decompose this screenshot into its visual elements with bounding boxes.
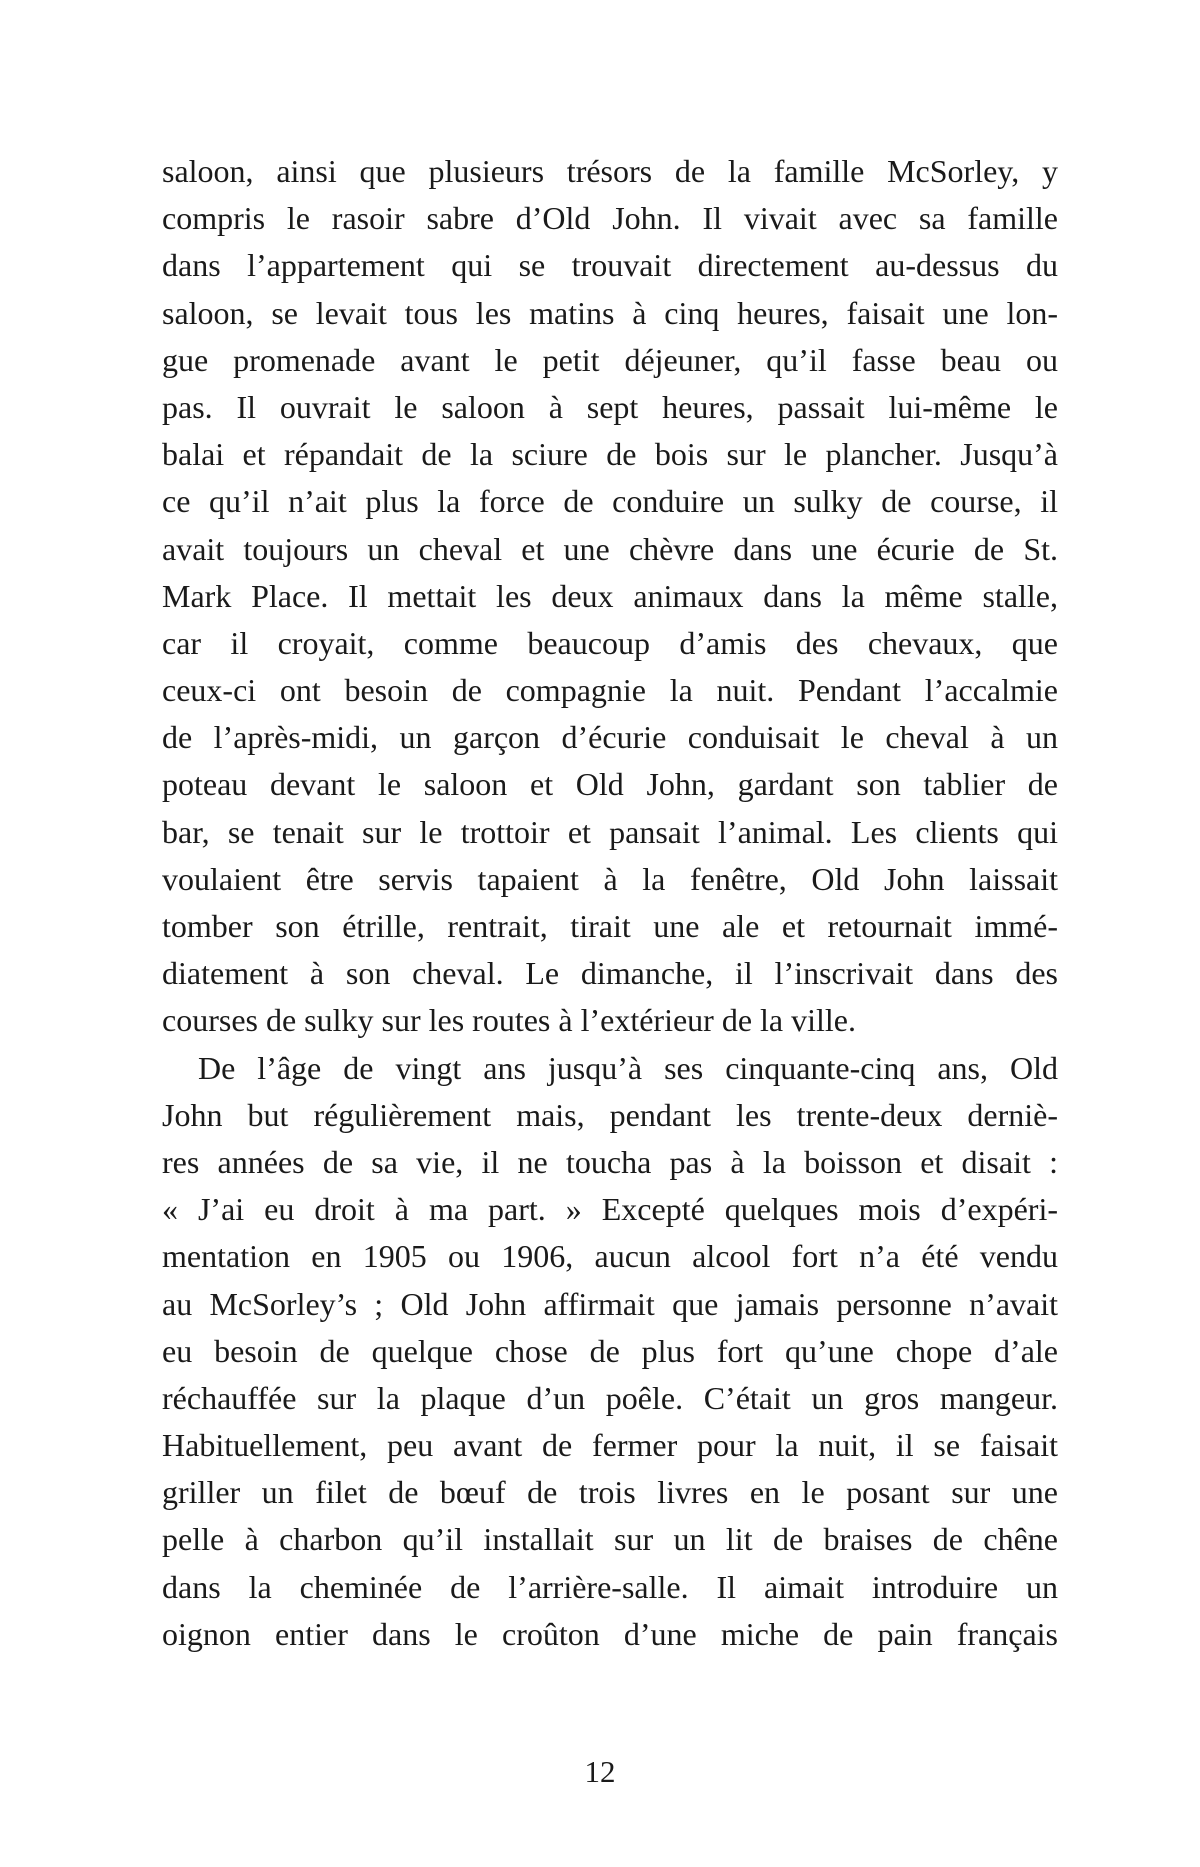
text-line: tomber son étrille, rentrait, tirait une ale et retournait immé-	[162, 908, 1058, 944]
text-line: Habituellement, peu avant de fermer pour la nuit, il se faisait	[162, 1427, 1058, 1464]
text-line: gue promenade avant le petit déjeuner, qu’il fasse beau ou	[162, 341, 1058, 378]
text-line: oignon entier dans le croûton d’une miche de pain français	[162, 1615, 1058, 1652]
text-line: griller un filet de bœuf de trois livres en le posant sur une	[162, 1474, 1058, 1511]
text-line: car il croyait, comme beaucoup d’amis des chevaux, que	[162, 624, 1058, 661]
text-line: réchauffée sur la plaque d’un poêle. C’était un gros mangeur.	[162, 1379, 1058, 1416]
text-line: compris le rasoir sabre d’Old John. Il vivait avec sa famille	[162, 200, 1058, 237]
text-line: de l’après-midi, un garçon d’écurie conduisait le cheval à un	[162, 719, 1058, 756]
text-line: mentation en 1905 ou 1906, aucun alcool fort n’a été vendu	[162, 1238, 1058, 1275]
text-line: « J’ai eu droit à ma part. » Excepté quelques mois d’expéri-	[162, 1191, 1058, 1228]
text-line: saloon, se levait tous les matins à cinq heures, faisait une lon-	[162, 294, 1058, 331]
text-line: balai et répandait de la sciure de bois sur le plancher. Jusqu’à	[162, 436, 1058, 473]
text-line: ce qu’il n’ait plus la force de conduire un sulky de course, il	[162, 483, 1058, 520]
text-line: dans la cheminée de l’arrière-salle. Il aimait introduire un	[162, 1568, 1058, 1605]
text-line: John but régulièrement mais, pendant les trente-deux derniè-	[162, 1096, 1058, 1133]
text-line: bar, se tenait sur le trottoir et pansait l’animal. Les clients qui	[162, 813, 1058, 850]
text-line: avait toujours un cheval et une chèvre dans une écurie de St.	[162, 530, 1058, 567]
text-line: eu besoin de quelque chose de plus fort qu’une chope d’ale	[162, 1332, 1058, 1369]
paragraph-1	[162, 148, 1058, 1045]
text-line: pelle à charbon qu’il installait sur un lit de braises de chêne	[162, 1521, 1058, 1558]
text-line: res années de sa vie, il ne toucha pas à la boisson et disait :	[162, 1143, 1058, 1180]
text-line: courses de sulky sur les routes à l’extérieur de la ville.	[162, 1002, 856, 1039]
text-line: saloon, ainsi que plusieurs trésors de la famille McSorley, y	[162, 153, 1058, 189]
text-line: Mark Place. Il mettait les deux animaux dans la même stalle,	[162, 577, 1058, 614]
text-line: De l’âge de vingt ans jusqu’à ses cinquante-cinq ans, Old	[198, 1049, 1058, 1086]
text-line: dans l’appartement qui se trouvait directement au-dessus du	[162, 247, 1058, 284]
body-text	[162, 148, 1058, 1658]
text-line: voulaient être servis tapaient à la fenêtre, Old John laissait	[162, 860, 1058, 897]
text-line: pas. Il ouvrait le saloon à sept heures, passait lui-même le	[162, 388, 1058, 425]
text-line: ceux-ci ont besoin de compagnie la nuit. Pendant l’accalmie	[162, 672, 1058, 709]
text-line: au McSorley’s ; Old John affirmait que jamais personne n’avait	[162, 1285, 1058, 1322]
paragraph-2	[162, 1045, 1058, 1658]
text-line: diatement à son cheval. Le dimanche, il l’inscrivait dans des	[162, 955, 1058, 992]
text-line: poteau devant le saloon et Old John, gardant son tablier de	[162, 766, 1058, 803]
page-number: 12	[584, 1754, 616, 1789]
